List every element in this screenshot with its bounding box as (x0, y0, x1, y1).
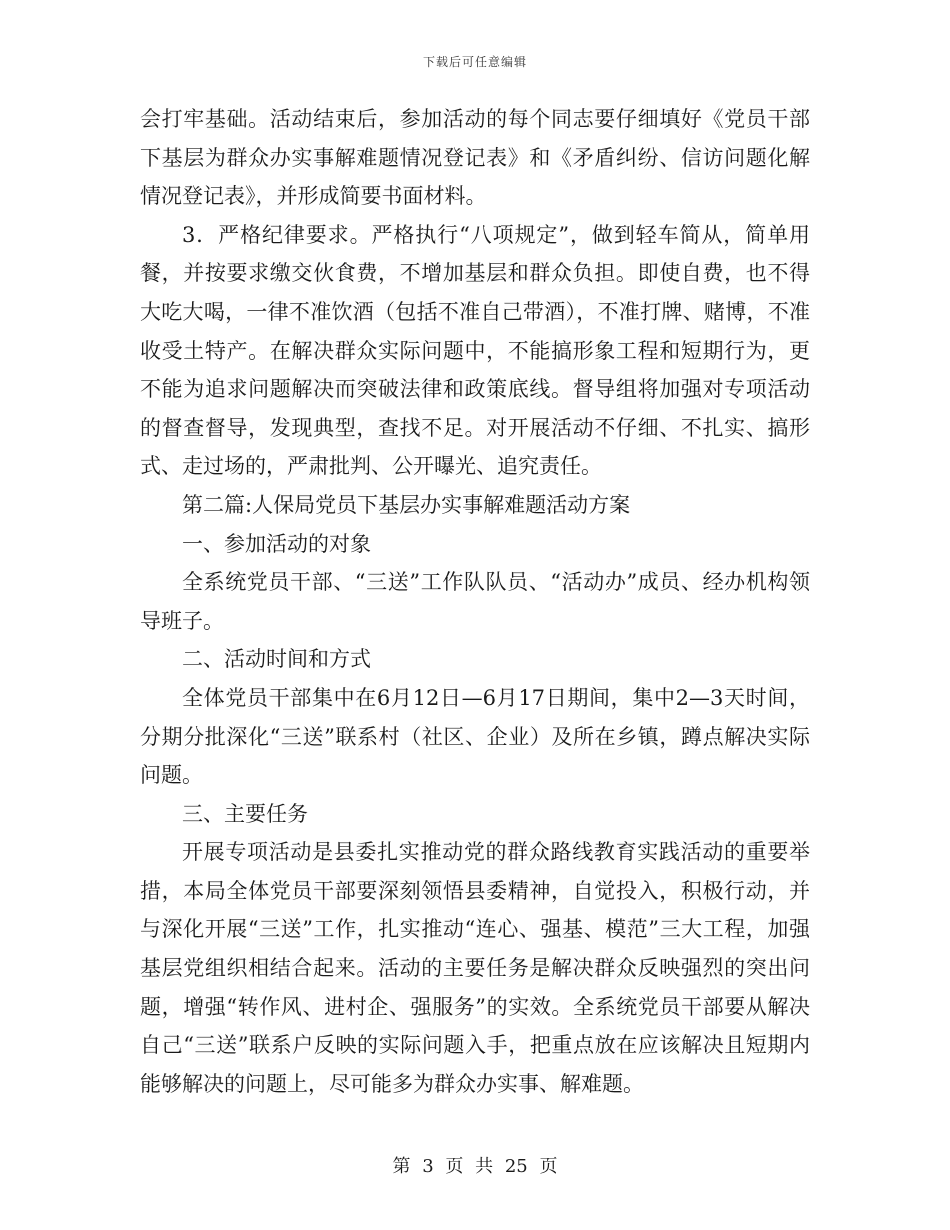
heading-main-tasks: 三、主要任务 (182, 801, 308, 826)
paragraph-time-method: 全体党员干部集中在6月12日—6月17日期间，集中2—3天时间，分期分批深化“三送”联系村（社区、企业）及所在乡镇，蹲点解决实际问题。 (140, 685, 810, 788)
section-title: 第二篇:人保局党员下基层办实事解难题活动方案 (182, 492, 631, 517)
page-header: 下载后可任意编辑 (422, 55, 527, 69)
paragraph-participants: 全系统党员干部、“三送”工作队队员、“活动办”成员、经办机构领导班子。 (140, 570, 810, 633)
paragraph-main-tasks: 开展专项活动是县委扎实推动党的群众路线教育实践活动的重要举措，本局全体党员干部要深刻领悟县委精神，自觉投入，积极行动，并与深化开展“三送”工作，扎实推动“连心、强基、模范”三大工程，加强基层党组织相结合起来。活动的主要任务是解决群众反映强烈的突出问题，增强“转作风、进村企、强服务”的实效。全系统党员干部要从解决自己“三送”联系户反映的实际问题入手，把重点放在应该解决且短期内能够解决的问题上，尽可能多为群众办实事、解难题。 (140, 840, 810, 1096)
heading-participants: 一、参加活动的对象 (182, 531, 371, 556)
page-footer: 第 3 页 共 25 页 (392, 1156, 558, 1177)
paragraph-continuation: 会打牢基础。活动结束后，参加活动的每个同志要仔细填好《党员干部下基层为群众办实事解难题情况登记表》和《矛盾纠纷、信访问题化解情况登记表》，并形成简要书面材料。 (140, 107, 810, 209)
heading-time-method: 二、活动时间和方式 (182, 647, 371, 672)
document-body (140, 100, 810, 1103)
paragraph-discipline: 3．严格纪律要求。严格执行“八项规定”，做到轻车简从，简单用餐，并按要求缴交伙食费，不增加基层和群众负担。即使自费，也不得大吃大喝，一律不准饮酒（包括不准自己带酒），不准打牌、赌博，不准收受土特产。在解决群众实际问题中，不能搞形象工程和短期行为，更不能为追求问题解决而突破法律和政策底线。督导组将加强对专项活动的督查督导，发现典型，查找不足。对开展活动不仔细、不扎实、搞形式、走过场的，严肃批判、公开曝光、追究责任。 (140, 222, 810, 479)
